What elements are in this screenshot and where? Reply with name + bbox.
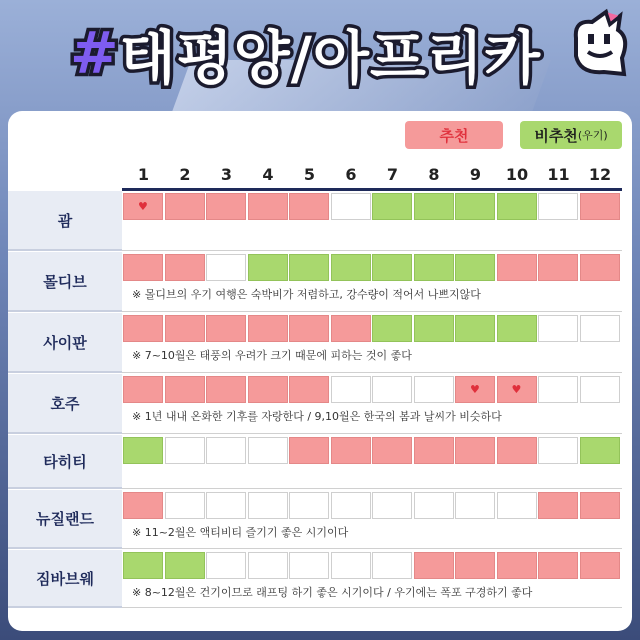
month-header: 7 — [386, 164, 399, 184]
month-cell — [372, 552, 412, 579]
month-cell — [248, 315, 288, 342]
destination-label: 호주 — [8, 374, 122, 434]
month-cell — [497, 552, 537, 579]
heart-icon: ♥ — [511, 383, 522, 396]
month-cell — [331, 254, 371, 281]
month-cell — [497, 315, 537, 342]
month-cell — [289, 254, 329, 281]
destination-label: 짐바브웨 — [8, 550, 122, 608]
month-cell — [165, 492, 205, 519]
month-cell — [331, 492, 371, 519]
month-cell — [206, 315, 246, 342]
month-cell — [331, 315, 371, 342]
page-title — [70, 18, 541, 92]
month-cell — [123, 492, 163, 519]
month-cell — [538, 193, 578, 220]
month-cell — [455, 492, 495, 519]
month-cell — [206, 376, 246, 403]
month-cell — [455, 315, 495, 342]
row-divider — [122, 607, 622, 608]
month-cell — [538, 254, 578, 281]
month-cell — [206, 193, 246, 220]
row-divider — [122, 372, 622, 373]
row-divider — [122, 488, 622, 489]
month-header: 6 — [345, 164, 357, 184]
legend-not-recommended-label: 비추천 — [534, 126, 578, 145]
month-cell — [497, 254, 537, 281]
month-cell — [538, 552, 578, 579]
month-header: 3 — [220, 164, 233, 184]
month-cell — [414, 492, 454, 519]
month-cell — [580, 437, 620, 464]
month-cell — [165, 552, 205, 579]
month-cell — [123, 376, 163, 403]
month-cell — [206, 254, 246, 281]
heart-icon: ♥ — [470, 383, 480, 396]
month-cell — [123, 437, 163, 464]
destination-label: 사이판 — [8, 313, 122, 373]
month-cell — [455, 437, 495, 464]
legend-recommended-label: 추천 — [439, 126, 469, 145]
month-header: 8 — [428, 164, 440, 184]
month-cell — [248, 193, 288, 220]
month-cell — [206, 552, 246, 579]
month-cell — [165, 376, 205, 403]
row-note: ※ 8~12월은 건기이므로 래프팅 하기 좋은 시기이다 / 우기에는 폭포 구경하기 좋다 — [132, 586, 533, 599]
month-cell — [289, 437, 329, 464]
month-cell — [538, 492, 578, 519]
month-cell — [538, 437, 578, 464]
month-header: 5 — [303, 164, 316, 184]
legend-not-recommended-note: (우기) — [577, 129, 608, 142]
month-cell — [497, 376, 537, 403]
month-cell — [123, 315, 163, 342]
title-hash: # — [70, 19, 120, 87]
month-cell — [538, 376, 578, 403]
month-header: 9 — [469, 164, 482, 184]
row-note: ※ 7~10월은 태풍의 우려가 크기 때문에 피하는 것이 좋다 — [132, 349, 412, 362]
month-cell — [414, 376, 454, 403]
destination-label: 괌 — [8, 191, 122, 251]
month-cell — [331, 193, 371, 220]
month-header: 4 — [262, 164, 274, 184]
month-cell — [248, 376, 288, 403]
month-header: 2 — [179, 164, 191, 184]
row-note: ※ 1년 내내 온화한 기후를 자랑한다 / 9,10월은 한국의 봄과 날씨가 비슷하다 — [132, 410, 502, 423]
month-cell — [497, 437, 537, 464]
month-cell — [289, 315, 329, 342]
month-cell — [289, 492, 329, 519]
legend-not-recommended — [520, 121, 622, 149]
month-cell — [372, 254, 412, 281]
month-header: 11 — [547, 164, 570, 184]
month-cell — [414, 315, 454, 342]
row-divider — [122, 250, 622, 251]
month-cell — [455, 552, 495, 579]
month-cell — [165, 437, 205, 464]
month-header: 12 — [588, 164, 612, 184]
mascot-icon — [566, 8, 632, 80]
month-cell — [165, 315, 205, 342]
month-cell — [165, 254, 205, 281]
row-note: ※ 몰디브의 우기 여행은 숙박비가 저렴하고, 강수량이 적어서 나쁘지않다 — [132, 288, 481, 301]
destination-label: 몰디브 — [8, 252, 122, 312]
month-cell — [372, 437, 412, 464]
month-cell — [580, 376, 620, 403]
month-cell — [414, 254, 454, 281]
header-divider — [122, 188, 622, 191]
month-cell — [289, 193, 329, 220]
month-cell — [580, 254, 620, 281]
month-cell — [123, 193, 163, 220]
destination-label: 뉴질랜드 — [8, 490, 122, 549]
month-cell — [372, 315, 412, 342]
title-text: 태평양/아프리카 — [119, 24, 541, 92]
month-cell — [248, 492, 288, 519]
month-cell — [248, 552, 288, 579]
month-cell — [206, 492, 246, 519]
row-note: ※ 11~2월은 액티비티 즐기기 좋은 시기이다 — [132, 526, 349, 539]
month-cell — [372, 193, 412, 220]
month-cell — [414, 437, 454, 464]
month-cell — [289, 376, 329, 403]
month-cell — [331, 552, 371, 579]
month-cell — [580, 552, 620, 579]
month-cell — [497, 193, 537, 220]
month-cell — [538, 315, 578, 342]
month-cell — [497, 492, 537, 519]
month-cell — [331, 437, 371, 464]
month-cell — [372, 376, 412, 403]
month-cell — [414, 193, 454, 220]
month-header: 1 — [137, 164, 150, 184]
month-cell — [289, 552, 329, 579]
month-cell — [206, 437, 246, 464]
month-cell — [580, 193, 620, 220]
month-cell — [455, 376, 495, 403]
legend-recommended — [405, 121, 503, 149]
month-cell — [580, 492, 620, 519]
month-cell — [123, 552, 163, 579]
month-cell — [580, 315, 620, 342]
month-cell — [372, 492, 412, 519]
month-header: 10 — [505, 164, 529, 184]
month-cell — [248, 437, 288, 464]
month-cell — [331, 376, 371, 403]
heart-icon: ♥ — [138, 200, 148, 213]
month-cell — [414, 552, 454, 579]
month-cell — [455, 193, 495, 220]
month-cell — [165, 193, 205, 220]
month-cell — [455, 254, 495, 281]
row-divider — [122, 433, 622, 434]
row-divider — [122, 311, 622, 312]
month-cell — [248, 254, 288, 281]
month-cell — [123, 254, 163, 281]
destination-label: 타히티 — [8, 435, 122, 489]
row-divider — [122, 548, 622, 549]
